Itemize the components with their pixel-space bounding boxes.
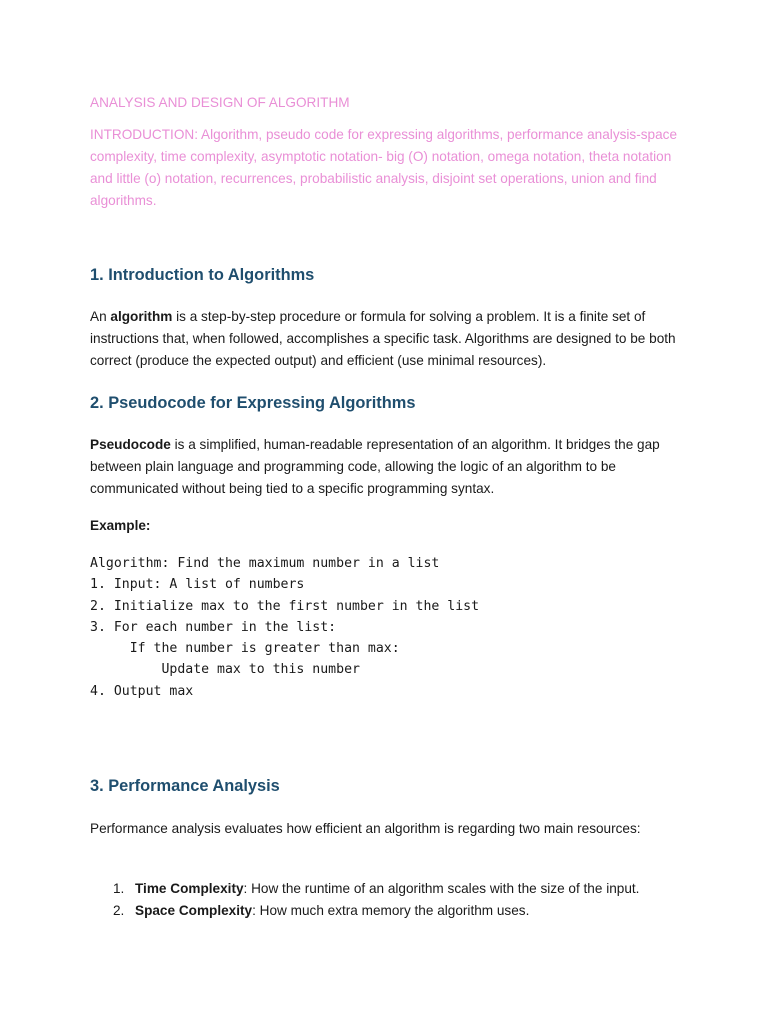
pseudocode-term: Pseudocode <box>90 437 171 452</box>
list-number: 2. <box>113 903 125 918</box>
section-heading-pseudocode: 2. Pseudocode for Expressing Algorithms <box>90 394 416 412</box>
section-heading-introduction: 1. Introduction to Algorithms <box>90 266 315 284</box>
section-heading-performance: 3. Performance Analysis <box>90 777 280 795</box>
algorithm-term: algorithm <box>110 309 173 324</box>
list-term: Time Complexity <box>135 881 244 896</box>
list-description: : How much extra memory the algorithm uses. <box>252 903 530 918</box>
pseudocode-example-block: Algorithm: Find the maximum number in a list 1. Input: A list of numbers 2. Initialize max to the first number in the list 3. For each number in the list: If the number is greater than max: Update max to this number 4. Output max <box>90 556 480 699</box>
list-number: 1. <box>113 881 125 896</box>
example-label: Example: <box>90 518 151 533</box>
list-item <box>90 878 690 900</box>
paragraph-text: is a simplified, human-readable representation of an algorithm. It bridges the gap between plain language and programming code, allowing the logic of an algorithm to be communicated without being tied to a specific programming syntax. <box>90 437 660 496</box>
pseudocode-definition-paragraph <box>90 434 682 500</box>
complexity-list <box>90 878 690 922</box>
list-description: : How the runtime of an algorithm scales with the size of the input. <box>243 881 640 896</box>
paragraph-text: is a step-by-step procedure or formula for solving a problem. It is a finite set of instructions that, when followed, accomplishes a specific task. Algorithms are designed to be both correct (produce the expected output) and efficient (use minimal resources). <box>90 309 676 368</box>
paragraph-text: An <box>90 309 111 324</box>
performance-intro-paragraph: Performance analysis evaluates how efficient an algorithm is regarding two main resources: <box>90 821 641 836</box>
list-item <box>90 900 690 922</box>
document-title: ANALYSIS AND DESIGN OF ALGORITHM <box>90 95 350 110</box>
algorithm-definition-paragraph <box>90 306 682 372</box>
list-term: Space Complexity <box>135 903 253 918</box>
intro-paragraph: INTRODUCTION: Algorithm, pseudo code for expressing algorithms, performance analysis-space complexity, time complexity, asymptotic notation- big (O) notation, omega notation, theta notation and little (o) notation, recurrences, probabilistic analysis, disjoint set operations, union and find algorithms. <box>90 127 678 208</box>
